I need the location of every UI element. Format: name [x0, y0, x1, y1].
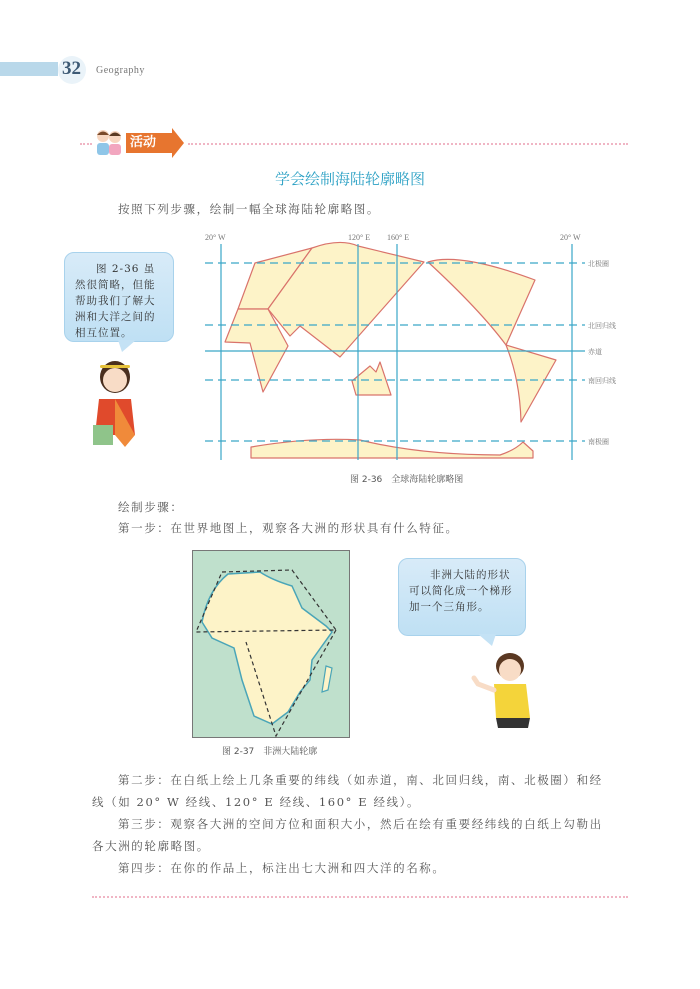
africa-outline-map: [192, 550, 350, 738]
longitude-label-160e: 160° E: [387, 233, 410, 242]
boy-illustration: [470, 648, 540, 734]
kids-icon: [92, 128, 126, 156]
step-4: 第四步：在你的作品上，标注出七大洲和四大洋的名称。: [118, 861, 446, 875]
world-outline-map: [190, 230, 610, 470]
step-3-line-2: 各大洲的轮廓略图。: [92, 839, 210, 853]
divider-dots-left: [80, 143, 92, 145]
longitude-label-20w-right: 20° W: [560, 233, 581, 242]
latitude-label-equator: 赤道: [588, 348, 602, 356]
divider-dots-bottom: [92, 896, 628, 898]
activity-arrow-icon: [172, 128, 184, 158]
subject-title: Geography: [96, 65, 145, 76]
longitude-label-120e: 120° E: [348, 233, 371, 242]
girl-illustration: [85, 355, 145, 455]
step-2-line-2: 线（如 20° W 经线、120° E 经线、160° E 经线）。: [92, 795, 421, 809]
latitude-label-antarctic-circle: 南极圈: [588, 438, 609, 446]
speech-bubble-boy: 非洲大陆的形状可以简化成一个梯形加一个三角形。: [398, 558, 526, 636]
step-3-line-1: 第三步：观察各大洲的空间方位和面积大小，然后在绘有重要经纬线的白纸上勾勒出: [118, 817, 603, 831]
longitude-label-20w-left: 20° W: [205, 233, 226, 242]
step-2-line-1: 第二步：在白纸上绘上几条重要的纬线（如赤道，南、北回归线，南、北极圈）和经: [118, 773, 603, 787]
bubble-tail: [118, 340, 138, 354]
latitude-label-arctic-circle: 北极圈: [588, 260, 609, 268]
steps-heading: 绘制步骤：: [118, 500, 184, 514]
header-bar: [0, 62, 58, 76]
figure-2-36-caption: 图 2-36 全球海陆轮廓略图: [350, 475, 464, 485]
latitude-label-tropic-cancer: 北回归线: [588, 322, 616, 330]
activity-badge: 活动: [126, 133, 172, 153]
divider-dots-top: [188, 143, 628, 145]
activity-title: 学会绘制海陆轮廓略图: [274, 170, 425, 188]
bubble-tail-boy: [478, 634, 498, 648]
figure-2-37-caption: 图 2-37 非洲大陆轮廓: [222, 747, 318, 757]
activity-intro: 按照下列步骤，绘制一幅全球海陆轮廓略图。: [118, 202, 380, 216]
speech-bubble-girl: 图 2-36 虽然很简略，但能帮助我们了解大洲和大洋之间的相互位置。: [64, 252, 174, 342]
page-number: 32: [62, 58, 81, 79]
latitude-label-tropic-capricorn: 南回归线: [588, 377, 616, 385]
step-1: 第一步：在世界地图上，观察各大洲的形状具有什么特征。: [118, 521, 459, 535]
